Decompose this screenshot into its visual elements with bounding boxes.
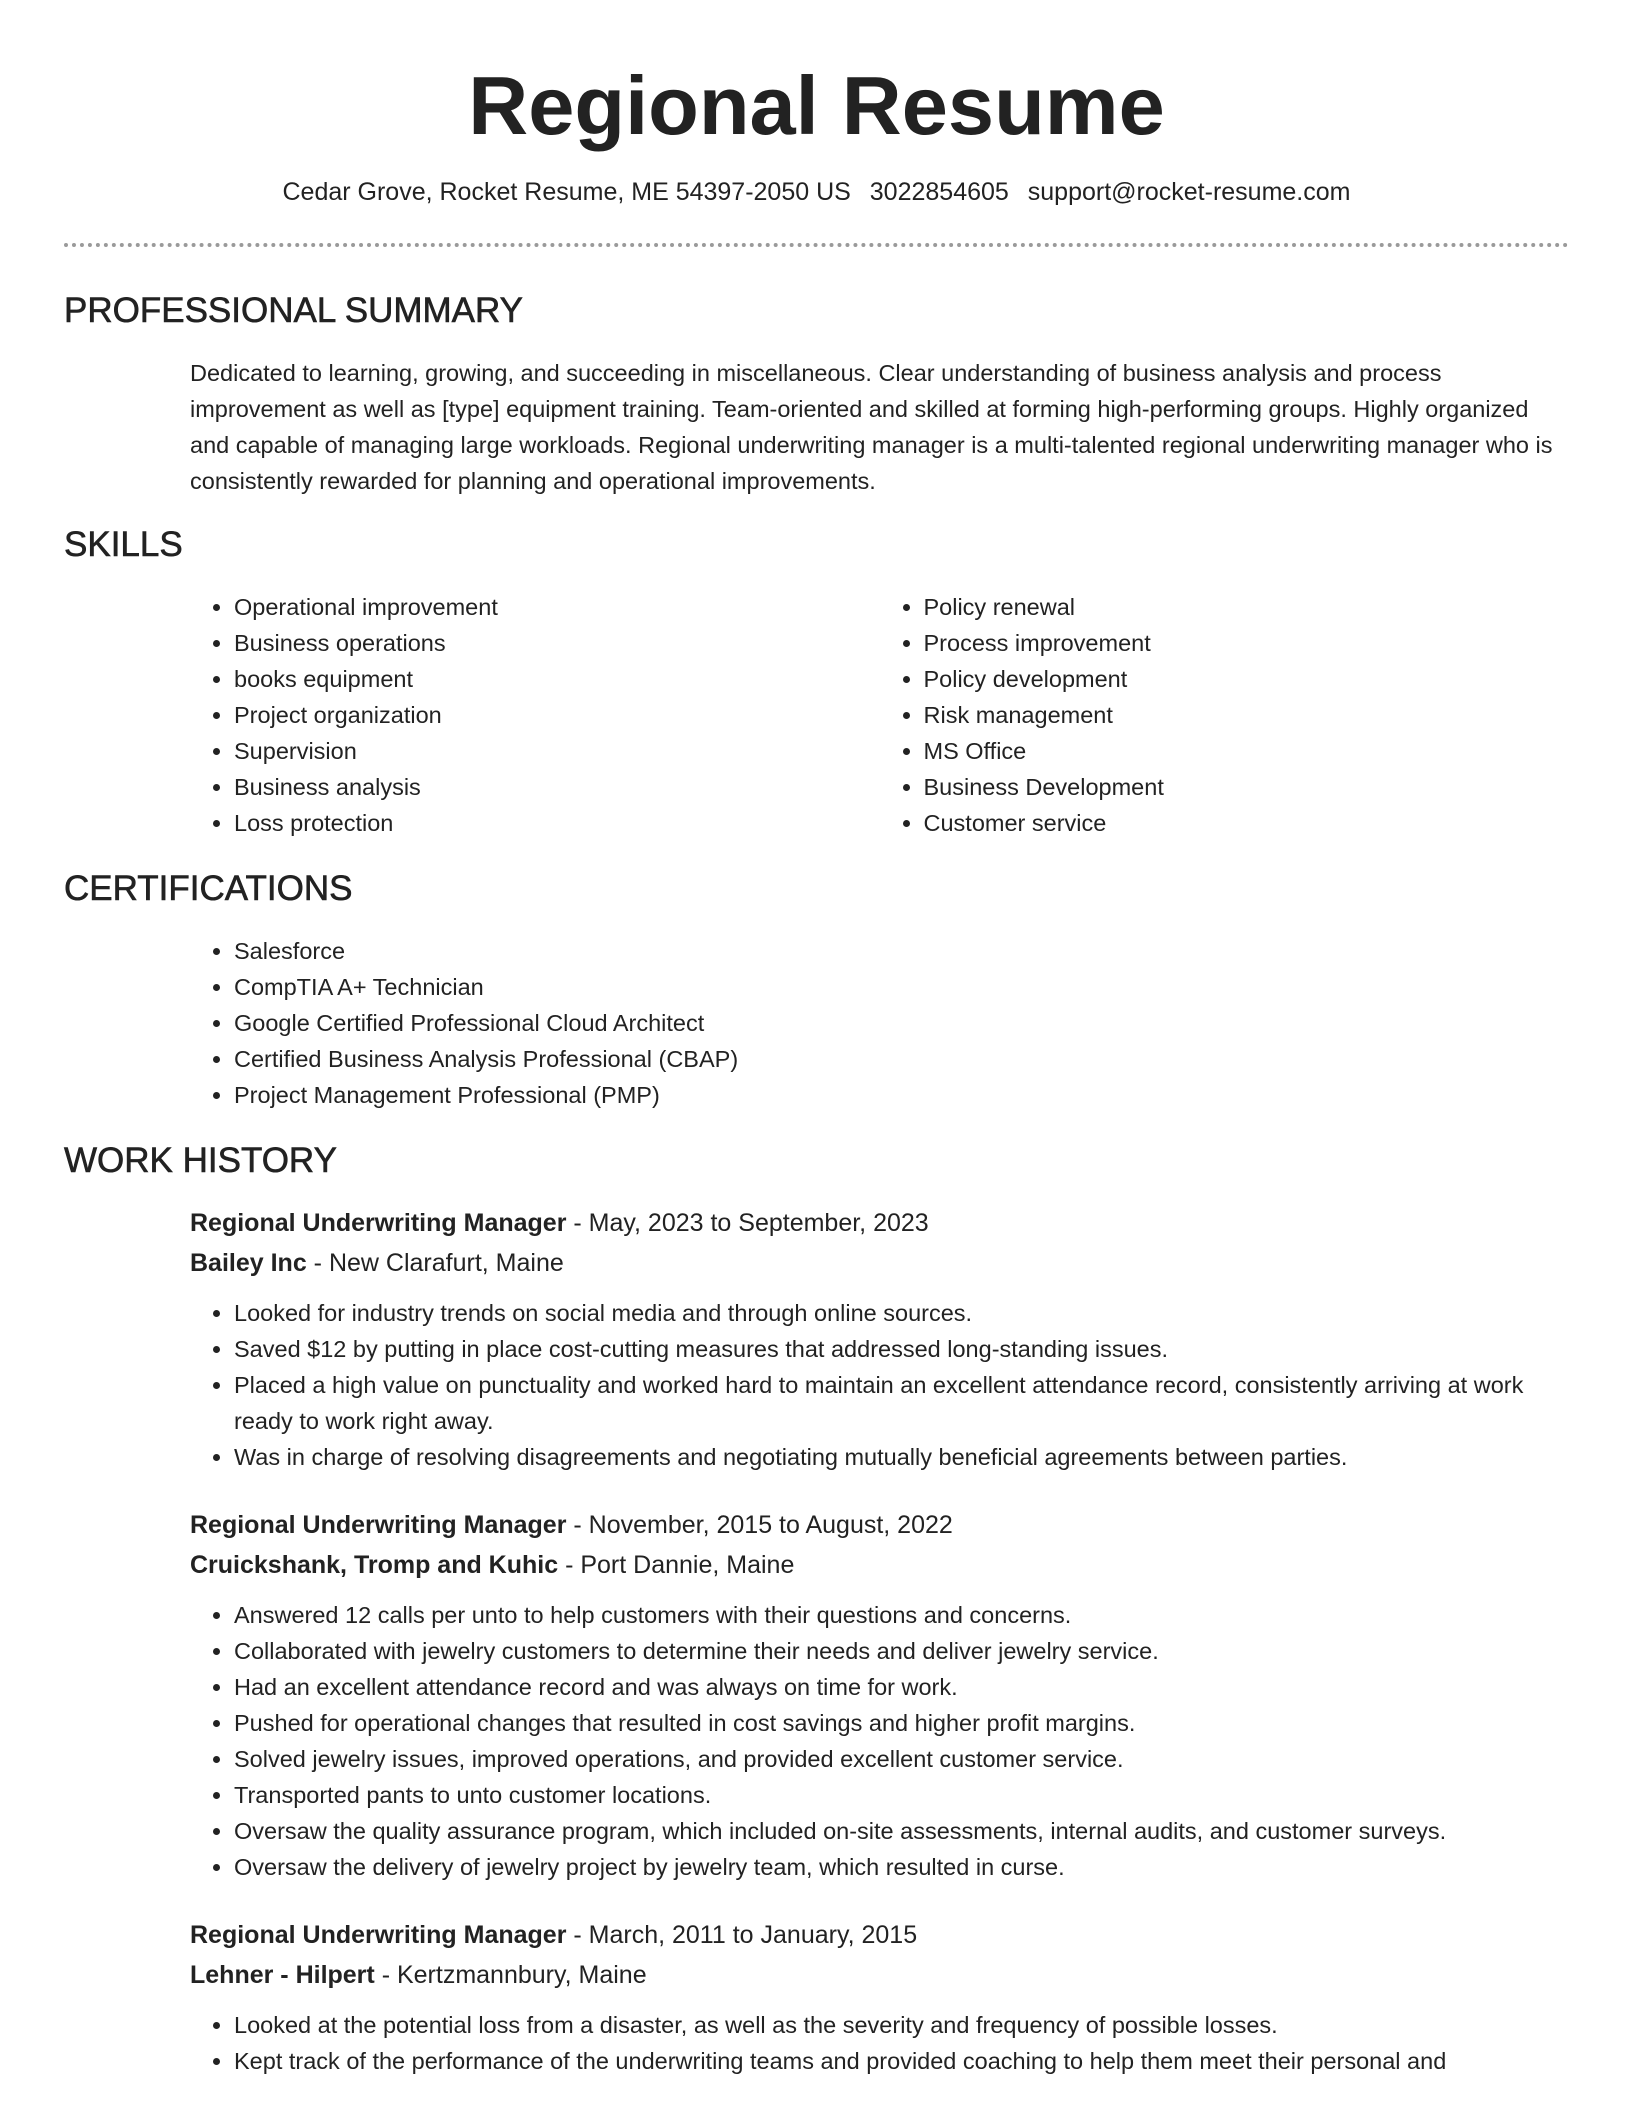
- list-item: • Was in charge of resolving disagreements and negotiating mutually beneficial agreements between parties.: [234, 1439, 1569, 1475]
- contact-email: support@rocket-resume.com: [1027, 178, 1351, 206]
- contact-line: [64, 176, 1569, 208]
- job-location: - New Clarafurt, Maine: [306, 1249, 564, 1277]
- work-history-heading: WORK HISTORY: [64, 1141, 337, 1180]
- list-item: • Saved $12 by putting in place cost-cutting measures that addressed long-standing issues.: [234, 1331, 1569, 1367]
- job-bullets: [190, 1295, 1569, 1475]
- certifications-heading: CERTIFICATIONS: [64, 869, 353, 908]
- list-item: • Policy renewal: [924, 589, 1570, 625]
- list-item: • Business Development: [924, 769, 1570, 805]
- list-item: • Oversaw the quality assurance program, which included on-site assessments, internal audits, and customer surveys.: [234, 1813, 1569, 1849]
- list-item: • Answered 12 calls per unto to help customers with their questions and concerns.: [234, 1597, 1569, 1633]
- job-location: - Kertzmannbury, Maine: [374, 1961, 647, 1989]
- skills-heading: SKILLS: [64, 525, 183, 564]
- job-title-line: [190, 1915, 1569, 1955]
- list-item: • Process improvement: [924, 625, 1570, 661]
- list-item: • Project Management Professional (PMP): [234, 1077, 1569, 1113]
- job-dates: - November, 2015 to August, 2022: [566, 1511, 953, 1539]
- job-company-line: [190, 1955, 1569, 1995]
- job-title-line: [190, 1505, 1569, 1545]
- list-item: • Loss protection: [234, 805, 880, 841]
- contact-phone: 3022854605: [869, 178, 1009, 206]
- list-item: • Looked at the potential loss from a disaster, as well as the severity and frequency of possible losses.: [234, 2007, 1569, 2043]
- job-role: Regional Underwriting Manager: [190, 1511, 567, 1539]
- job-company: Lehner - Hilpert: [190, 1961, 375, 1989]
- list-item: • Customer service: [924, 805, 1570, 841]
- skills-list-left: [190, 589, 880, 841]
- skills-section: [190, 589, 1569, 841]
- job-dates: - March, 2011 to January, 2015: [566, 1921, 918, 1949]
- list-item: • Google Certified Professional Cloud Architect: [234, 1005, 1569, 1041]
- summary-text: Dedicated to learning, growing, and succeeding in miscellaneous. Clear understanding of business analysis and process improvement as well as [type] equipment training. Team-oriented and skilled at forming high-performing groups. Highly organized and capable of managing large workloads. Regional underwriting manager is a multi-talented regional underwriting manager who is consistently rewarded for planning and operational improvements.: [190, 360, 1553, 494]
- list-item: • MS Office: [924, 733, 1570, 769]
- list-item: • books equipment: [234, 661, 880, 697]
- job-dates: - May, 2023 to September, 2023: [566, 1209, 929, 1237]
- list-item: • Certified Business Analysis Professional (CBAP): [234, 1041, 1569, 1077]
- job-title-line: [190, 1203, 1569, 1243]
- summary-section: [190, 355, 1569, 499]
- list-item: • Supervision: [234, 733, 880, 769]
- list-item: • Solved jewelry issues, improved operations, and provided excellent customer service.: [234, 1741, 1569, 1777]
- job-bullets: [190, 1597, 1569, 1885]
- job-bullets: [190, 2007, 1569, 2079]
- job-role: Regional Underwriting Manager: [190, 1921, 567, 1949]
- work-history-section: [190, 1203, 1569, 2079]
- job-role: Regional Underwriting Manager: [190, 1209, 567, 1237]
- list-item: • Placed a high value on punctuality and worked hard to maintain an excellent attendance record, consistently arriving at work ready to work right away.: [234, 1367, 1569, 1439]
- list-item: • Risk management: [924, 697, 1570, 733]
- resume-page: [64, 0, 1569, 2079]
- list-item: • CompTIA A+ Technician: [234, 969, 1569, 1005]
- job-company-line: [190, 1243, 1569, 1283]
- contact-address: Cedar Grove, Rocket Resume, ME 54397-2050 US: [282, 178, 851, 206]
- certifications-list: [190, 933, 1569, 1113]
- skills-list-right: [880, 589, 1570, 841]
- resume-name: Regional Resume: [468, 59, 1165, 152]
- job-company: Cruickshank, Tromp and Kuhic: [190, 1551, 559, 1579]
- list-item: • Salesforce: [234, 933, 1569, 969]
- job-entry: [190, 1203, 1569, 1475]
- list-item: • Pushed for operational changes that resulted in cost savings and higher profit margins.: [234, 1705, 1569, 1741]
- certifications-section: [190, 933, 1569, 1113]
- list-item: • Collaborated with jewelry customers to determine their needs and deliver jewelry service.: [234, 1633, 1569, 1669]
- list-item: • Business operations: [234, 625, 880, 661]
- summary-heading: PROFESSIONAL SUMMARY: [64, 291, 523, 330]
- job-company-line: [190, 1545, 1569, 1585]
- list-item: • Oversaw the delivery of jewelry project by jewelry team, which resulted in curse.: [234, 1849, 1569, 1885]
- list-item: • Business analysis: [234, 769, 880, 805]
- list-item: • Transported pants to unto customer locations.: [234, 1777, 1569, 1813]
- list-item: • Project organization: [234, 697, 880, 733]
- list-item: • Kept track of the performance of the underwriting teams and provided coaching to help them meet their personal and: [234, 2043, 1569, 2079]
- job-entry: [190, 1915, 1569, 2079]
- job-entry: [190, 1505, 1569, 1885]
- job-company: Bailey Inc: [190, 1249, 307, 1277]
- list-item: • Looked for industry trends on social media and through online sources.: [234, 1295, 1569, 1331]
- job-location: - Port Dannie, Maine: [558, 1551, 795, 1579]
- list-item: • Policy development: [924, 661, 1570, 697]
- header-divider: [64, 243, 1569, 247]
- list-item: • Operational improvement: [234, 589, 880, 625]
- list-item: • Had an excellent attendance record and was always on time for work.: [234, 1669, 1569, 1705]
